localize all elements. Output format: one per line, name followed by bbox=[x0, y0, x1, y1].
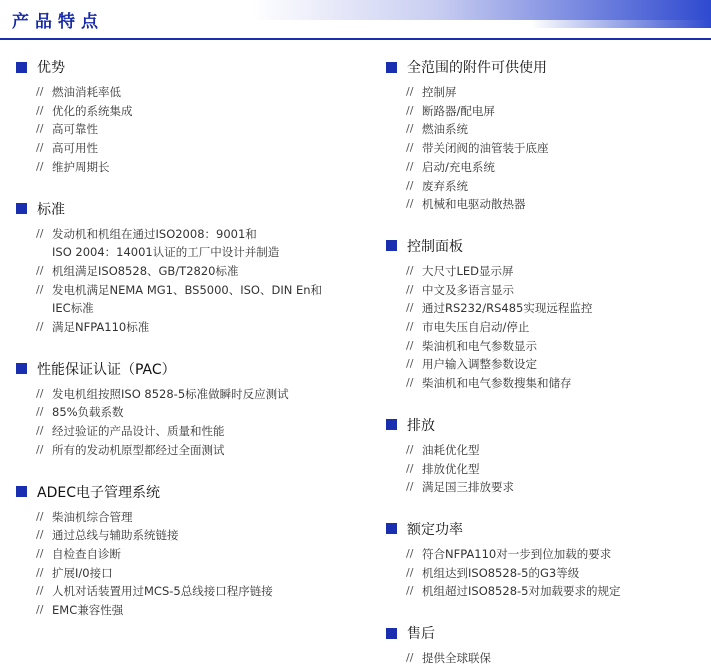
feature-item bbox=[16, 403, 366, 422]
slash-bullet-icon: // bbox=[36, 386, 44, 400]
feature-item-text: 控制屏 bbox=[422, 85, 457, 99]
slash-bullet-icon: // bbox=[36, 509, 44, 523]
feature-item-body bbox=[52, 281, 322, 300]
feature-item-text: 发电机组按照ISO 8528-5标准做瞬时反应测试 bbox=[52, 386, 289, 401]
slash-bullet-icon: // bbox=[406, 263, 414, 277]
feature-item-text: 燃油系统 bbox=[422, 122, 468, 137]
feature-item bbox=[386, 102, 706, 121]
section-heading bbox=[16, 358, 366, 380]
feature-item-text: 机组满足ISO8528、GB/T2820标准 bbox=[52, 263, 239, 278]
slash-bullet-icon: // bbox=[406, 376, 414, 390]
feature-item-body bbox=[422, 120, 468, 139]
feature-list bbox=[386, 441, 706, 497]
header-divider bbox=[0, 38, 711, 40]
feature-item-text: 市电失压自启动/停止 bbox=[422, 320, 530, 335]
feature-list bbox=[16, 83, 366, 177]
feature-item-text: 废弃系统 bbox=[422, 178, 468, 193]
feature-item-body bbox=[422, 177, 468, 196]
feature-item-body bbox=[52, 403, 124, 422]
feature-item-text: 高可靠性 bbox=[52, 122, 98, 137]
section-heading bbox=[16, 481, 366, 503]
feature-item-text: 维护周期长 bbox=[52, 159, 110, 174]
feature-item-text: 大尺寸LED显示屏 bbox=[422, 263, 514, 278]
section-title: 优势 bbox=[37, 60, 65, 76]
feature-item-body bbox=[422, 281, 514, 300]
slash-bullet-icon: // bbox=[36, 320, 44, 334]
feature-item bbox=[386, 262, 706, 281]
feature-item-body bbox=[52, 545, 121, 564]
feature-list bbox=[16, 385, 366, 460]
feature-item bbox=[16, 564, 366, 583]
feature-item-text: 中文及多语言显示 bbox=[422, 282, 514, 297]
feature-item-text: 高可用性 bbox=[52, 141, 98, 156]
feature-item bbox=[386, 318, 706, 337]
section-title: 性能保证认证（PAC） bbox=[37, 361, 176, 378]
feature-item-body bbox=[52, 601, 123, 620]
feature-item-body bbox=[52, 385, 289, 404]
feature-item bbox=[16, 281, 366, 300]
slash-bullet-icon: // bbox=[406, 85, 414, 98]
feature-item bbox=[386, 281, 706, 300]
feature-item-body bbox=[422, 355, 537, 374]
feature-item bbox=[386, 545, 706, 564]
feature-item-body bbox=[422, 195, 526, 214]
feature-item bbox=[16, 422, 366, 441]
bullet-square-icon bbox=[386, 523, 397, 534]
bullet-square-icon bbox=[16, 203, 27, 214]
feature-item-body bbox=[422, 460, 480, 479]
feature-item-body bbox=[422, 102, 495, 121]
feature-item bbox=[386, 177, 706, 196]
bullet-square-icon bbox=[386, 240, 397, 251]
section-heading bbox=[386, 518, 706, 540]
feature-item bbox=[386, 83, 706, 102]
feature-list bbox=[386, 545, 706, 601]
feature-item bbox=[386, 337, 706, 356]
feature-item-body bbox=[52, 564, 113, 583]
section-title: 售后 bbox=[407, 626, 435, 643]
feature-item-text: 柴油机和电气参数显示 bbox=[422, 338, 537, 353]
section-right-4 bbox=[386, 622, 706, 668]
feature-item bbox=[386, 582, 706, 601]
feature-item bbox=[16, 582, 366, 601]
feature-item-text: 发动机和机组在通过ISO2008：9001和 bbox=[52, 226, 257, 241]
feature-item bbox=[16, 83, 366, 102]
feature-item-text: 人机对话装置用过MCS-5总线接口程序链接 bbox=[52, 584, 273, 599]
slash-bullet-icon: // bbox=[36, 424, 44, 438]
feature-item-body bbox=[422, 545, 611, 564]
feature-item-continuation bbox=[16, 299, 366, 318]
feature-list bbox=[16, 225, 366, 337]
slash-bullet-icon: // bbox=[406, 197, 414, 211]
section-right-3 bbox=[386, 518, 706, 601]
bullet-square-icon bbox=[16, 62, 27, 73]
feature-item-body bbox=[52, 441, 225, 460]
feature-item-body bbox=[422, 649, 491, 668]
slash-bullet-icon: // bbox=[406, 584, 414, 598]
feature-item bbox=[386, 158, 706, 177]
feature-item bbox=[16, 385, 366, 404]
feature-item-text: 用户输入调整参数设定 bbox=[422, 357, 537, 372]
feature-item-text: 启动/充电系统 bbox=[422, 159, 495, 174]
right-column bbox=[386, 56, 706, 668]
feature-item bbox=[16, 102, 366, 121]
slash-bullet-icon: // bbox=[406, 282, 414, 296]
feature-item bbox=[386, 120, 706, 139]
feature-item bbox=[386, 564, 706, 583]
feature-list bbox=[16, 508, 366, 620]
feature-item-body bbox=[52, 139, 98, 158]
section-title: 额定功率 bbox=[407, 521, 463, 538]
section-title: 全范围的附件可供使用 bbox=[407, 60, 547, 76]
bullet-square-icon bbox=[16, 363, 27, 374]
section-right-2 bbox=[386, 414, 706, 497]
section-heading bbox=[386, 622, 706, 644]
feature-item-body bbox=[52, 582, 273, 601]
feature-item-body bbox=[422, 564, 579, 583]
feature-item bbox=[386, 478, 706, 497]
feature-item bbox=[16, 318, 366, 337]
feature-item-text: 85%负载系数 bbox=[52, 405, 124, 420]
feature-item-body bbox=[52, 225, 257, 244]
feature-item-text: 扩展I/0接口 bbox=[52, 565, 113, 580]
feature-item-body bbox=[422, 374, 572, 393]
feature-item-body bbox=[422, 299, 592, 318]
feature-list bbox=[386, 649, 706, 668]
feature-item bbox=[386, 139, 706, 158]
slash-bullet-icon: // bbox=[36, 546, 44, 560]
slash-bullet-icon: // bbox=[36, 159, 44, 173]
slash-bullet-icon: // bbox=[36, 282, 44, 296]
feature-item-body bbox=[422, 139, 549, 158]
section-right-0 bbox=[386, 56, 706, 214]
section-left-1 bbox=[16, 198, 366, 337]
bullet-square-icon bbox=[386, 419, 397, 430]
section-left-0 bbox=[16, 56, 366, 177]
feature-item bbox=[386, 299, 706, 318]
feature-item-body bbox=[52, 508, 133, 527]
feature-item-text: 带关闭阀的油管装于底座 bbox=[422, 141, 549, 156]
section-heading bbox=[16, 198, 366, 220]
feature-item-body bbox=[422, 582, 620, 601]
feature-item bbox=[386, 195, 706, 214]
feature-item bbox=[386, 649, 706, 668]
feature-item-body bbox=[422, 441, 480, 460]
feature-item-body bbox=[52, 262, 238, 281]
feature-item bbox=[16, 225, 366, 244]
feature-item-text: 经过验证的产品设计、质量和性能 bbox=[52, 424, 225, 439]
slash-bullet-icon: // bbox=[406, 651, 414, 665]
slash-bullet-icon: // bbox=[406, 301, 414, 315]
section-title: 标准 bbox=[37, 201, 65, 218]
section-right-1 bbox=[386, 235, 706, 393]
left-column bbox=[16, 56, 366, 620]
section-title: ADEC电子管理系统 bbox=[37, 484, 160, 501]
feature-item-body bbox=[52, 102, 133, 121]
feature-item-text: 机械和电驱动散热器 bbox=[422, 197, 526, 212]
header-gradient-accent bbox=[531, 20, 711, 28]
feature-item-body bbox=[52, 158, 110, 177]
slash-bullet-icon: // bbox=[36, 122, 44, 136]
feature-item-body bbox=[422, 337, 537, 356]
feature-item-body bbox=[52, 318, 149, 337]
section-heading bbox=[386, 235, 706, 257]
slash-bullet-icon: // bbox=[36, 442, 44, 456]
page-header bbox=[0, 0, 711, 40]
section-title: 排放 bbox=[407, 417, 435, 434]
feature-item-text: 发电机满足NEMA MG1、BS5000、ISO、DIN En和 bbox=[52, 282, 323, 297]
feature-list bbox=[386, 83, 706, 214]
feature-item-body bbox=[422, 158, 495, 177]
feature-item bbox=[16, 545, 366, 564]
slash-bullet-icon: // bbox=[406, 546, 414, 560]
feature-item-text: 满足NFPA110标准 bbox=[52, 320, 150, 335]
slash-bullet-icon: // bbox=[36, 528, 44, 542]
feature-item-body bbox=[52, 83, 121, 102]
slash-bullet-icon: // bbox=[406, 480, 414, 494]
feature-item bbox=[386, 460, 706, 479]
feature-item-text: 机组达到ISO8528-5的G3等级 bbox=[422, 565, 580, 580]
feature-item bbox=[16, 158, 366, 177]
feature-item-text: 燃油消耗率低 bbox=[52, 85, 121, 99]
slash-bullet-icon: // bbox=[36, 405, 44, 419]
feature-item-body bbox=[422, 318, 529, 337]
feature-item bbox=[16, 120, 366, 139]
header-gradient-bar bbox=[251, 0, 711, 20]
feature-item-text: 通过总线与辅助系统链接 bbox=[52, 528, 179, 543]
slash-bullet-icon: // bbox=[406, 103, 414, 117]
slash-bullet-icon: // bbox=[36, 85, 44, 98]
slash-bullet-icon: // bbox=[406, 122, 414, 136]
feature-item-text: 满足国三排放要求 bbox=[422, 480, 514, 495]
feature-item-text: 柴油机和电气参数搜集和储存 bbox=[422, 376, 572, 391]
section-heading bbox=[386, 414, 706, 436]
feature-item-text: 通过RS232/RS485实现远程监控 bbox=[422, 301, 593, 316]
slash-bullet-icon: // bbox=[36, 103, 44, 117]
slash-bullet-icon: // bbox=[406, 357, 414, 371]
feature-item-text: 提供全球联保 bbox=[422, 651, 491, 666]
feature-item-body bbox=[422, 83, 457, 102]
slash-bullet-icon: // bbox=[36, 584, 44, 598]
feature-item bbox=[16, 508, 366, 527]
feature-item-text: EMC兼容性强 bbox=[52, 603, 124, 618]
feature-item-body bbox=[422, 262, 514, 281]
feature-item bbox=[16, 441, 366, 460]
slash-bullet-icon: // bbox=[406, 461, 414, 475]
feature-item-text: 优化的系统集成 bbox=[52, 103, 133, 118]
feature-item bbox=[386, 374, 706, 393]
slash-bullet-icon: // bbox=[406, 320, 414, 334]
slash-bullet-icon: // bbox=[36, 263, 44, 277]
bullet-square-icon bbox=[16, 486, 27, 497]
bullet-square-icon bbox=[386, 628, 397, 639]
feature-item-continuation bbox=[16, 243, 366, 262]
section-left-2 bbox=[16, 358, 366, 460]
slash-bullet-icon: // bbox=[406, 565, 414, 579]
feature-item-text: 所有的发动机原型都经过全面测试 bbox=[52, 442, 225, 457]
feature-item bbox=[16, 526, 366, 545]
feature-item-continuation-text: IEC标准 bbox=[52, 301, 94, 316]
slash-bullet-icon: // bbox=[36, 226, 44, 240]
feature-item-body bbox=[52, 422, 225, 441]
feature-item bbox=[16, 139, 366, 158]
feature-item-body bbox=[52, 526, 179, 545]
feature-item-text: 断路器/配电屏 bbox=[422, 103, 495, 118]
feature-item bbox=[386, 355, 706, 374]
slash-bullet-icon: // bbox=[406, 141, 414, 155]
slash-bullet-icon: // bbox=[406, 442, 414, 456]
slash-bullet-icon: // bbox=[36, 565, 44, 579]
slash-bullet-icon: // bbox=[406, 178, 414, 192]
slash-bullet-icon: // bbox=[406, 338, 414, 352]
section-heading bbox=[386, 56, 706, 78]
feature-item bbox=[16, 262, 366, 281]
section-title: 控制面板 bbox=[407, 238, 463, 255]
slash-bullet-icon: // bbox=[36, 603, 44, 617]
section-left-3 bbox=[16, 481, 366, 620]
feature-item-body bbox=[422, 478, 514, 497]
feature-item-text: 机组超过ISO8528-5对加载要求的规定 bbox=[422, 584, 621, 599]
feature-item-text: 符合NFPA110对一步到位加载的要求 bbox=[422, 546, 612, 561]
feature-item bbox=[386, 441, 706, 460]
feature-list bbox=[386, 262, 706, 393]
feature-item-body bbox=[52, 120, 98, 139]
bullet-square-icon bbox=[386, 62, 397, 73]
feature-item-text: 自检查自诊断 bbox=[52, 546, 121, 561]
section-heading bbox=[16, 56, 366, 78]
feature-item-continuation-text: ISO 2004：14001认证的工厂中设计并制造 bbox=[52, 245, 280, 260]
slash-bullet-icon: // bbox=[406, 159, 414, 173]
feature-item-text: 柴油机综合管理 bbox=[52, 509, 133, 524]
feature-item-text: 油耗优化型 bbox=[422, 442, 480, 457]
slash-bullet-icon: // bbox=[36, 141, 44, 155]
feature-item bbox=[16, 601, 366, 620]
feature-item-text: 排放优化型 bbox=[422, 461, 480, 476]
page-title: 产品特点 bbox=[12, 12, 104, 32]
